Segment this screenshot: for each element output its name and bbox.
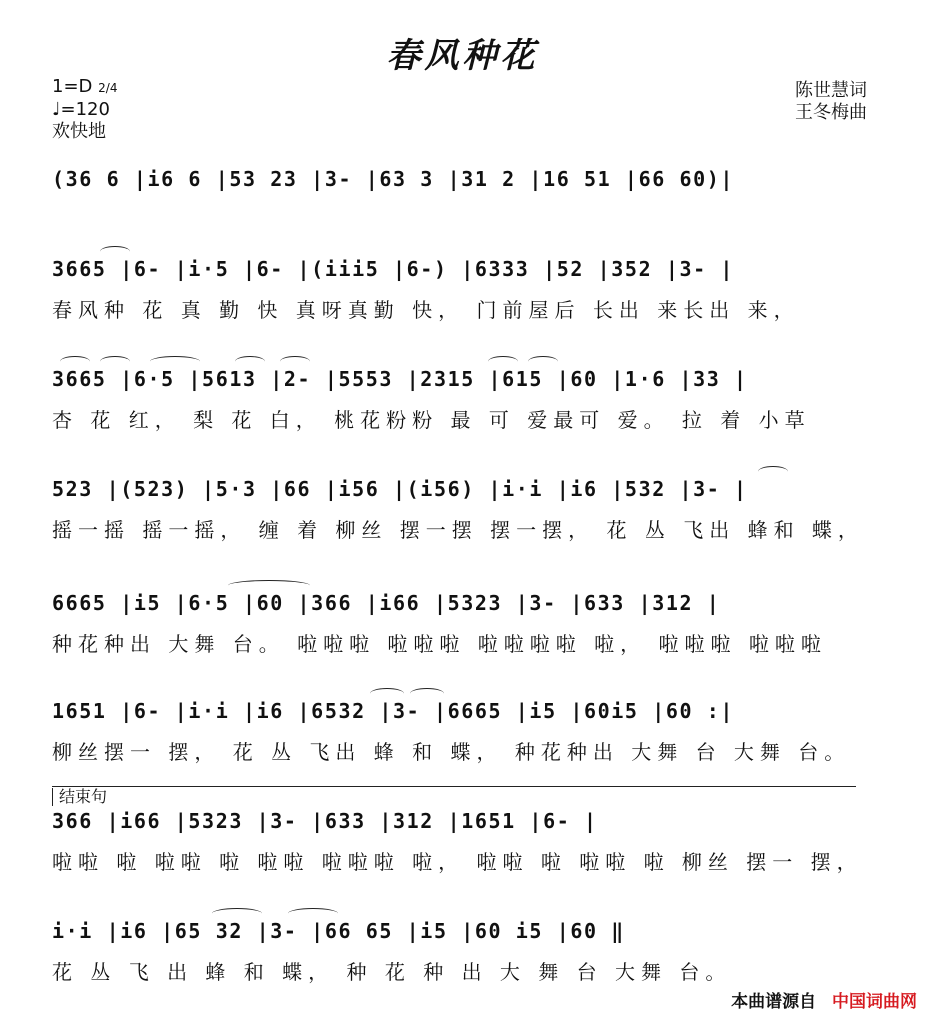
notes-line-3: 3665 |6·5 |5613 |2- |5553 |2315 |615 |60 |1·6 |33 | [52, 367, 748, 391]
slur-mark [100, 356, 130, 367]
footer-source: 本曲谱源自 [731, 992, 817, 1012]
slur-mark [150, 356, 200, 367]
slur-mark [212, 908, 262, 919]
lyrics-line-7: 啦啦 啦 啦啦 啦 啦啦 啦啦啦 啦， 啦啦 啦 啦啦 啦 柳丝 摆一 摆， [52, 850, 863, 874]
lyrics-line-6: 柳丝摆一 摆， 花 丛 飞出 蜂 和 蝶， 种花种出 大舞 台 大舞 台。 [52, 740, 851, 764]
tempo: ♩=120 [52, 99, 110, 120]
ending-label: 结束句 [52, 788, 107, 806]
key-signature: 1=D 2/4 [52, 76, 118, 97]
lyrics-line-3: 杏 花 红， 梨 花 白， 桃花粉粉 最 可 爱最可 爱。 拉 着 小草 [52, 408, 811, 432]
lyrics-line-2: 春风种 花 真 勤 快 真呀真勤 快， 门前屋后 长出 来长出 来， [52, 298, 800, 322]
credits [795, 80, 867, 124]
notes-line-4: 523 |(523) |5·3 |66 |i56 |(i56) |i·i |i6 |532 |3- | [52, 477, 748, 501]
slur-mark [288, 908, 338, 919]
expression: 欢快地 [52, 121, 106, 142]
notes-line-2: 3665 |6- |i·5 |6- |(iii5 |6-) |6333 |52 |352 |3- | [52, 257, 735, 281]
notes-line-1: (36 6 |i6 6 |53 23 |3- |63 3 |31 2 |16 51 |66 60)| [52, 167, 735, 191]
score-line-5 [52, 588, 882, 658]
score-line-2 [52, 254, 882, 324]
notes-line-7: 366 |i66 |5323 |3- |633 |312 |1651 |6- | [52, 809, 598, 833]
song-meta-left [52, 76, 117, 143]
lyrics-line-4: 摇一摇 摇一摇， 缠 着 柳丝 摆一摆 摆一摆， 花 丛 飞出 蜂和 蝶， [52, 518, 864, 542]
slur-mark [235, 356, 265, 367]
notes-line-8: i·i |i6 |65 32 |3- |66 65 |i5 |60 i5 |60 ‖ [52, 919, 625, 943]
composer: 王冬梅曲 [795, 102, 867, 123]
slur-mark [100, 246, 130, 257]
score-line-1 [52, 164, 882, 194]
slur-mark [410, 688, 444, 699]
score-line-3 [52, 364, 882, 434]
score-line-8 [52, 916, 882, 986]
score-line-6 [52, 696, 882, 766]
time-signature: 2/4 [98, 81, 118, 95]
score-line-4 [52, 474, 882, 544]
slur-mark [60, 356, 90, 367]
slur-mark [528, 356, 558, 367]
ending-bracket-line [52, 786, 856, 787]
slur-mark [370, 688, 404, 699]
slur-mark [228, 580, 310, 591]
notes-line-5: 6665 |i5 |6·5 |60 |366 |i66 |5323 |3- |633 |312 | [52, 591, 721, 615]
slur-mark [280, 356, 310, 367]
notes-line-6: 1651 |6- |i·i |i6 |6532 |3- |6665 |i5 |60i5 |60 :| [52, 699, 735, 723]
slur-mark [488, 356, 518, 367]
lyrics-line-8: 花 丛 飞 出 蜂 和 蝶， 种 花 种 出 大 舞 台 大舞 台。 [52, 960, 732, 984]
song-title: 春风种花 [386, 36, 539, 76]
lyricist: 陈世慧词 [795, 80, 867, 101]
score-line-7 [52, 806, 882, 876]
footer [731, 987, 917, 1012]
footer-site-link[interactable]: 中国词曲网 [832, 992, 917, 1012]
slur-mark [758, 466, 788, 477]
lyrics-line-5: 种花种出 大舞 台。 啦啦啦 啦啦啦 啦啦啦啦 啦， 啦啦啦 啦啦啦 [52, 632, 827, 656]
